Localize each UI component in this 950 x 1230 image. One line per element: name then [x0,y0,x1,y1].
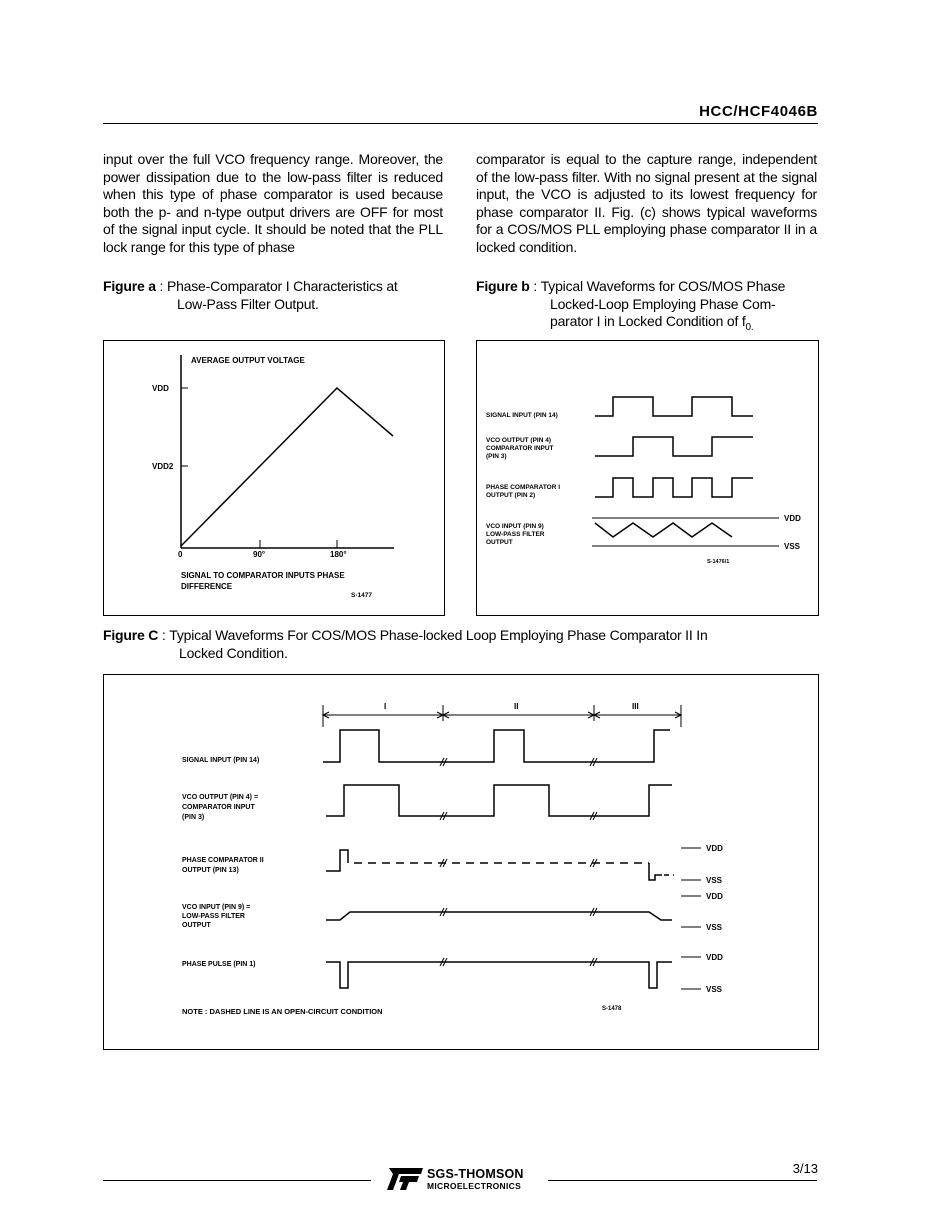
figure-b-vss-label: VSS [784,542,801,551]
figure-a-x-title-2: DIFFERENCE [181,582,233,591]
figure-c-wave-vco-input [326,912,672,920]
body-text-right: comparator is equal to the capture range, independent of the low-pass filter. With no signal present at the signal input, the VCO is adjusted to its lowest frequency for phase comparator II. Fig. (c) shows typical waveforms for a COS/MOS PLL employing phase comparator II in a locked condition. [476,151,817,255]
figure-a-svg [104,341,444,615]
figure-c-vdd-label: VDD [706,844,723,853]
figure-b-signal-label: VCO INPUT (PIN 9) [486,523,544,530]
figure-a-x-title-1: SIGNAL TO COMPARATOR INPUTS PHASE [181,571,345,580]
figure-c-signal-label: PHASE PULSE (PIN 1) [182,961,256,968]
figure-c-signal-label: VCO INPUT (PIN 9) = [182,904,251,911]
figure-b-vdd-label: VDD [784,514,801,523]
footer-rule-right [548,1180,817,1181]
figure-b-ref: S-1476/1 [707,559,730,565]
figure-b-caption: Figure b : Typical Waveforms for COS/MOS Phase Locked-Loop Employing Phase Com- parator I in Locked Condition of $f_{0.}$ [476,278,818,337]
figure-c-region-markers [323,705,681,727]
figure-c-vdd-label: VDD [706,953,723,962]
st-logo-icon [385,1166,425,1192]
figure-b-wave-signal-input [595,397,753,416]
figure-b-wave-phase-comparator [595,478,753,497]
page-number: 3/13 [792,1161,818,1176]
figure-c-caption-line1: Typical Waveforms For COS/MOS Phase-locked Loop Employing Phase Comparator II In [169,627,708,643]
figure-a-y-title: AVERAGE OUTPUT VOLTAGE [191,356,305,365]
figure-c-signal-label: OUTPUT [182,922,211,929]
figure-a-caption: Figure a : Phase-Comparator I Characteristics at Low-Pass Filter Output. [103,278,445,313]
figure-b-signal-label: PHASE COMPARATOR I [486,484,561,491]
figure-c-wave-signal-input [323,730,670,762]
figure-a-ref: S-1477 [351,592,372,599]
figure-a-y-label-vdd: VDD [152,384,169,393]
figure-a-caption-line2: Low-Pass Filter Output. [177,295,319,312]
figure-b-chart [476,340,819,616]
header-rule [103,123,818,124]
figure-b-signal-label: COMPARATOR INPUT [486,445,554,452]
figure-a-chart [103,340,445,616]
figure-b-signal-label: SIGNAL INPUT (PIN 14) [486,412,558,419]
figure-c-caption-line2: Locked Condition. [179,644,288,661]
figure-b-signal-label: (PIN 3) [486,453,507,460]
figure-c-signal-label: OUTPUT (PIN 13) [182,867,239,874]
figure-b-wave-vco-input [595,523,732,537]
figure-a-caption-line1: Phase-Comparator I Characteristics at [166,278,398,294]
figure-c-svg [104,675,818,1049]
figure-b-wave-vco-output [595,437,753,456]
figure-c-wave-pc2-low [649,863,662,880]
figure-c-vss-label: VSS [706,876,723,885]
figure-a-curve [181,388,393,546]
figure-c-vss-label: VSS [706,985,723,994]
figure-c-wave-phase-pulse [326,962,672,988]
figure-c-signal-label: (PIN 3) [182,814,205,821]
figure-c-vss-label: VSS [706,923,723,932]
figure-a-y-label-vdd2: VDD2 [152,462,174,471]
figure-b-signal-label: VCO OUTPUT (PIN 4) [486,437,552,444]
figure-c-wave-pc2-pulse [334,850,348,871]
figure-c-break-marks [440,758,597,966]
footer-rule-left [103,1180,371,1181]
figure-c-label: Figure C [103,627,159,643]
figure-c-signal-label: VCO OUTPUT (PIN 4) = [182,794,259,801]
figure-c-region-label: III [632,702,639,711]
figure-b-signal-label: LOW-PASS FILTER [486,531,545,538]
figure-c-region-label: II [514,702,519,711]
figure-b-caption-line1: Typical Waveforms for COS/MOS Phase [540,278,786,294]
figure-c-chart [103,674,819,1050]
document-header-title: HCC/HCF4046B [699,103,818,120]
figure-b-signal-label: OUTPUT [486,539,513,546]
figure-c-wave-vco-output [326,785,672,816]
figure-a-x-tick-label: 0 [178,550,183,559]
figure-b-signal-label: OUTPUT (PIN 2) [486,492,536,499]
figure-c-caption: Figure C : Typical Waveforms For COS/MOS Phase-locked Loop Employing Phase Comparator II In Locked Condition. [103,627,818,662]
figure-b-caption-subscript: 0. [745,321,754,333]
figure-b-caption-line2: Locked-Loop Employing Phase Com- [550,295,776,312]
figure-a-x-tick-label: 180° [330,550,347,559]
figure-c-signal-label: LOW-PASS FILTER [182,913,245,920]
figure-c-signal-label: PHASE COMPARATOR II [182,857,264,864]
brand-logo [385,1166,540,1192]
figure-c-vdd-label: VDD [706,892,723,901]
figure-b-label: Figure b [476,278,530,294]
figure-a-x-tick-label: 90° [253,550,266,559]
figure-c-ref: S-1478 [602,1006,622,1012]
figure-b-caption-line3: parator I in Locked Condition of $f_{0.}$ [550,313,754,333]
figure-c-signal-label: COMPARATOR INPUT [182,804,255,811]
figure-c-region-label: I [384,702,387,711]
figure-a-label: Figure a [103,278,156,294]
brand-subtitle: MICROELECTRONICS [427,1181,522,1191]
figure-b-svg [477,341,818,615]
figure-c-note: NOTE : DASHED LINE IS AN OPEN-CIRCUIT CONDITION [182,1007,383,1016]
body-text-left: input over the full VCO frequency range. Moreover, the power dissipation due to the low-pass filter is reduced when this type of phase comparator is used because both the p- and n-type output drivers are OFF for most of the signal input cycle. It should be noted that the PLL lock range for this type of phase [103,151,443,255]
figure-c-signal-label: SIGNAL INPUT (PIN 14) [182,757,260,764]
brand-name: SGS-THOMSON [427,1167,524,1181]
